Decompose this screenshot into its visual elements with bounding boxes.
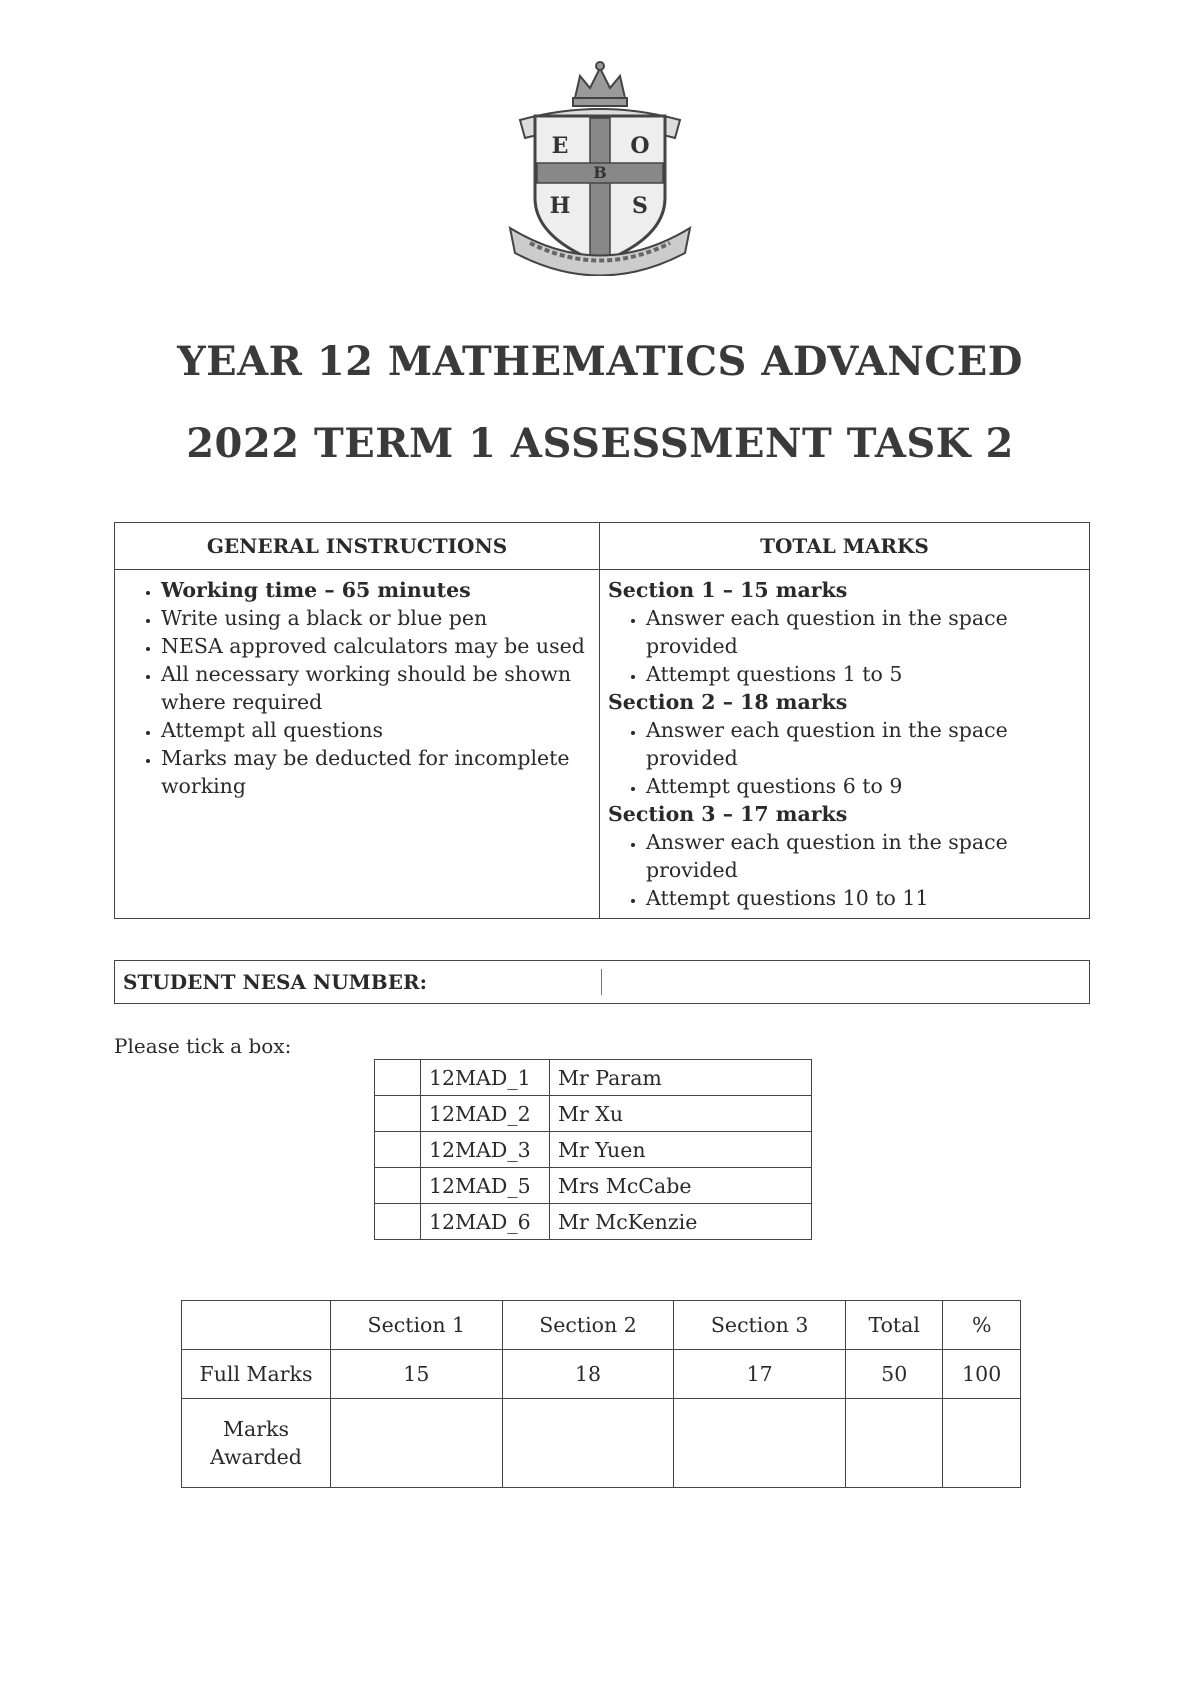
table-row bbox=[182, 1399, 1021, 1488]
section-heading: Section 2 – 18 marks bbox=[608, 690, 848, 714]
table-row bbox=[375, 1204, 812, 1240]
class-code: 12MAD_6 bbox=[421, 1204, 550, 1240]
exam-title: YEAR 12 MATHEMATICS ADVANCED bbox=[177, 338, 1023, 385]
marks-awarded-input[interactable] bbox=[943, 1399, 1021, 1488]
full-marks-value: 18 bbox=[502, 1350, 674, 1399]
total-marks-header: TOTAL MARKS bbox=[600, 523, 1090, 570]
student-nesa-number-field[interactable] bbox=[114, 960, 1090, 1004]
general-instructions-header: GENERAL INSTRUCTIONS bbox=[115, 523, 600, 570]
list-item: • Attempt questions 1 to 5 bbox=[646, 660, 1083, 688]
list-item: • All necessary working should be shown where required bbox=[161, 660, 593, 716]
class-checkbox[interactable] bbox=[375, 1060, 421, 1096]
crest-letter: E bbox=[551, 133, 569, 159]
class-checkbox[interactable] bbox=[375, 1204, 421, 1240]
marks-awarded-input[interactable] bbox=[674, 1399, 846, 1488]
general-instructions-list bbox=[123, 576, 593, 800]
tick-box-prompt: Please tick a box: bbox=[114, 1034, 292, 1058]
list-item: • Write using a black or blue pen bbox=[161, 604, 593, 632]
nesa-number-label: STUDENT NESA NUMBER: bbox=[123, 970, 427, 994]
marks-summary-table bbox=[181, 1300, 1021, 1488]
marks-awarded-label: Marks Awarded bbox=[182, 1399, 331, 1488]
general-instructions-cell bbox=[115, 570, 600, 919]
section-list bbox=[608, 604, 1083, 688]
marks-awarded-input[interactable] bbox=[846, 1399, 943, 1488]
header-cell: Section 2 bbox=[502, 1301, 674, 1350]
marks-awarded-input[interactable] bbox=[331, 1399, 503, 1488]
crest-letter: O bbox=[630, 133, 650, 159]
table-row bbox=[375, 1132, 812, 1168]
list-item: • Attempt questions 6 to 9 bbox=[646, 772, 1083, 800]
full-marks-value: 50 bbox=[846, 1350, 943, 1399]
class-checkbox[interactable] bbox=[375, 1096, 421, 1132]
class-code: 12MAD_5 bbox=[421, 1168, 550, 1204]
table-row bbox=[375, 1168, 812, 1204]
class-checkbox[interactable] bbox=[375, 1168, 421, 1204]
list-item: • Attempt questions 10 to 11 bbox=[646, 884, 1083, 912]
class-checkbox[interactable] bbox=[375, 1132, 421, 1168]
teacher-name: Mr Yuen bbox=[550, 1132, 812, 1168]
list-item: • NESA approved calculators may be used bbox=[161, 632, 593, 660]
class-code: 12MAD_3 bbox=[421, 1132, 550, 1168]
teacher-name: Mrs McCabe bbox=[550, 1168, 812, 1204]
header-cell: % bbox=[943, 1301, 1021, 1350]
list-item: • Answer each question in the space provided bbox=[646, 716, 1083, 772]
full-marks-value: 100 bbox=[943, 1350, 1021, 1399]
section-list bbox=[608, 828, 1083, 912]
crest-letter: S bbox=[632, 193, 648, 219]
list-item: • Attempt all questions bbox=[161, 716, 593, 744]
header-cell: Total bbox=[846, 1301, 943, 1350]
list-item: • Answer each question in the space provided bbox=[646, 828, 1083, 884]
divider bbox=[601, 969, 602, 995]
school-crest-logo bbox=[505, 58, 695, 276]
header-cell-empty bbox=[182, 1301, 331, 1350]
full-marks-value: 15 bbox=[331, 1350, 503, 1399]
teacher-name: Mr Param bbox=[550, 1060, 812, 1096]
teacher-name: Mr Xu bbox=[550, 1096, 812, 1132]
list-item: • Marks may be deducted for incomplete working bbox=[161, 744, 593, 800]
class-selection-table bbox=[374, 1059, 812, 1240]
table-row bbox=[375, 1060, 812, 1096]
table-row bbox=[182, 1350, 1021, 1399]
marks-awarded-input[interactable] bbox=[502, 1399, 674, 1488]
section-list bbox=[608, 716, 1083, 800]
crest-letter: B bbox=[593, 163, 607, 182]
crest-letter: H bbox=[549, 193, 571, 219]
exam-subtitle: 2022 TERM 1 ASSESSMENT TASK 2 bbox=[186, 420, 1014, 467]
full-marks-label: Full Marks bbox=[182, 1350, 331, 1399]
section-heading: Section 3 – 17 marks bbox=[608, 802, 848, 826]
list-item: • Answer each question in the space provided bbox=[646, 604, 1083, 660]
header-cell: Section 3 bbox=[674, 1301, 846, 1350]
table-row bbox=[182, 1301, 1021, 1350]
class-code: 12MAD_1 bbox=[421, 1060, 550, 1096]
header-cell: Section 1 bbox=[331, 1301, 503, 1350]
table-row bbox=[375, 1096, 812, 1132]
section-heading: Section 1 – 15 marks bbox=[608, 578, 848, 602]
crown-icon bbox=[573, 62, 627, 106]
list-item: • Working time – 65 minutes bbox=[161, 576, 593, 604]
full-marks-value: 17 bbox=[674, 1350, 846, 1399]
instructions-table bbox=[114, 522, 1090, 919]
class-code: 12MAD_2 bbox=[421, 1096, 550, 1132]
total-marks-cell bbox=[600, 570, 1090, 919]
teacher-name: Mr McKenzie bbox=[550, 1204, 812, 1240]
